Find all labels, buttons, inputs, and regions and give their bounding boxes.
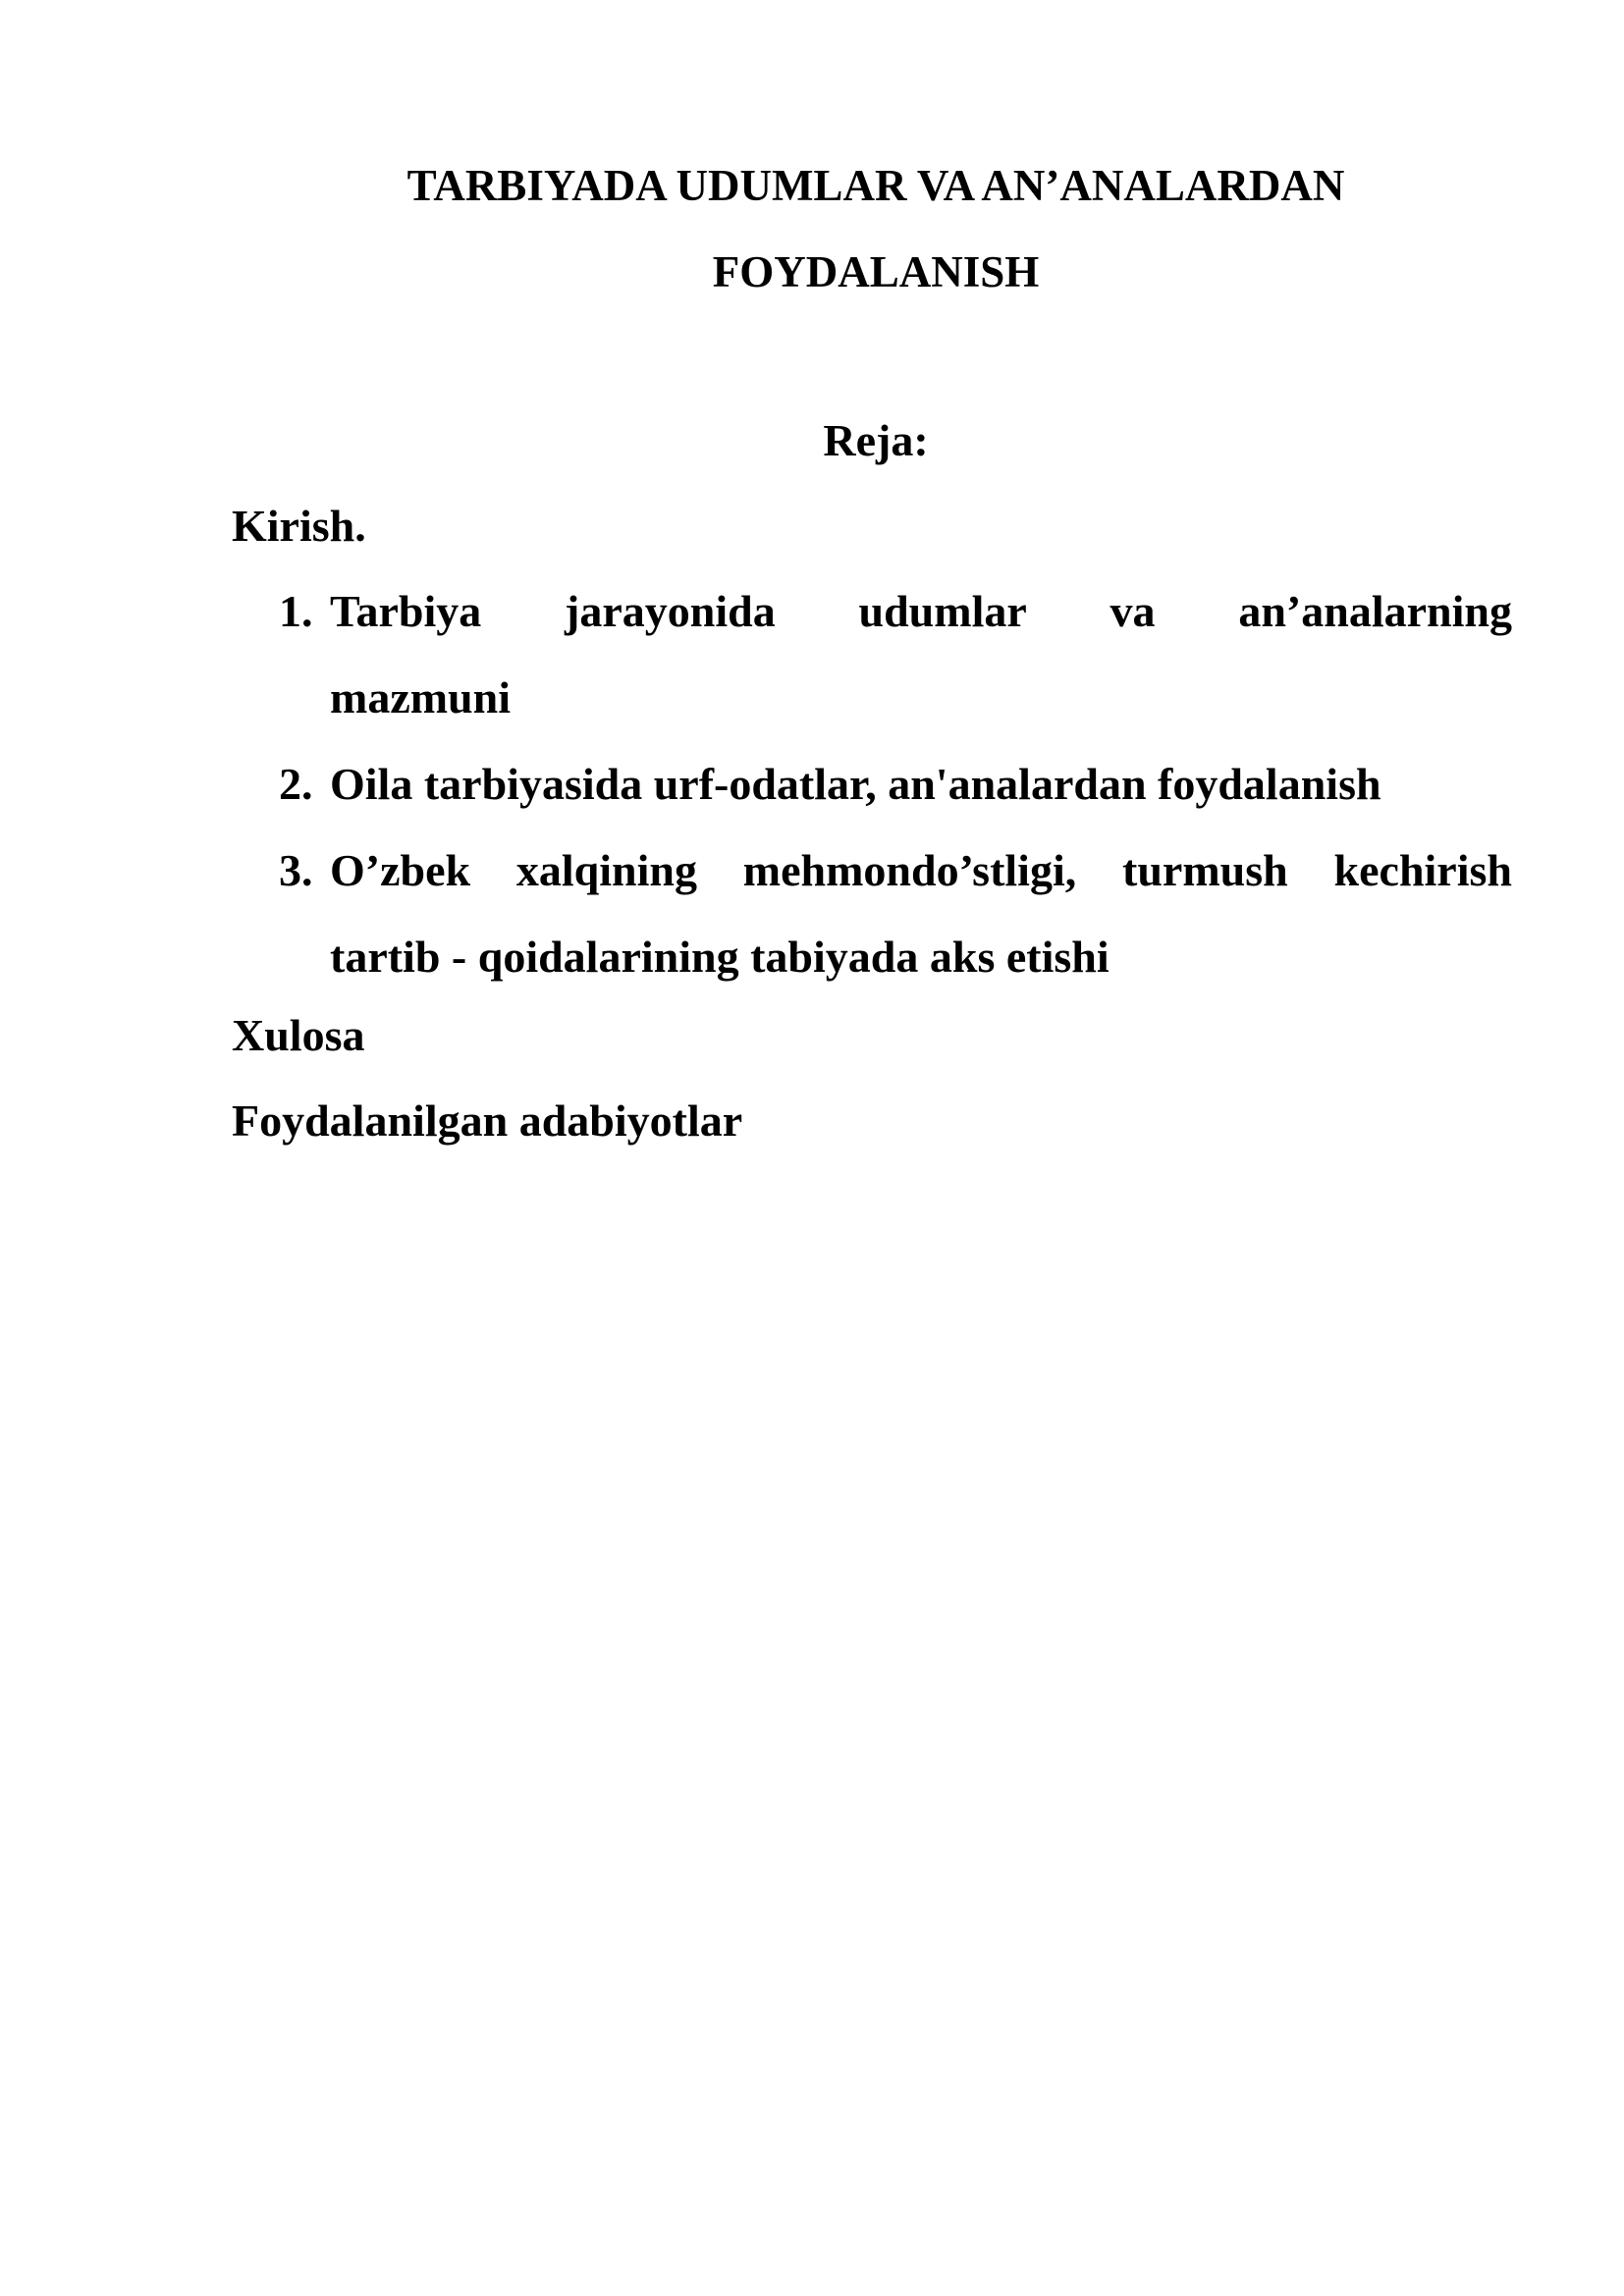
- plan-item-number: 2.: [279, 759, 313, 809]
- plan-item-1: [279, 568, 1512, 741]
- plan-item-text: [330, 828, 1512, 1000]
- plan-item-2: [279, 741, 1512, 828]
- title-line-1: TARBIYADA UDUMLAR VA AN’ANALARDAN: [406, 161, 1345, 210]
- intro-heading: Kirish.: [232, 501, 366, 551]
- plan-item-line: [330, 828, 1512, 914]
- word: an’analarning: [1238, 586, 1512, 636]
- word: va: [1110, 586, 1156, 636]
- title-line-2: FOYDALANISH: [712, 247, 1040, 296]
- word: udumlar: [858, 586, 1027, 636]
- word: Tarbiya: [330, 586, 482, 636]
- word: jarayonida: [565, 586, 776, 636]
- word: mazmuni: [330, 672, 511, 722]
- plan-item-line: [330, 568, 1512, 655]
- plan-list: [279, 568, 1512, 1000]
- plan-item-3: [279, 828, 1512, 1000]
- plan-item-line: [330, 914, 1512, 1000]
- plan-item-text: [330, 568, 1512, 741]
- plan-item-number: 3.: [279, 845, 313, 895]
- plan-item-text: Oila tarbiyasida urf-odatlar, an'analardan foydalanish: [330, 759, 1381, 809]
- plan-heading: Reja:: [823, 415, 929, 465]
- word: tartib - qoidalarining tabiyada aks etishi: [330, 932, 1110, 982]
- plan-item-line: [330, 655, 1512, 741]
- references-heading: Foydalanilgan adabiyotlar: [232, 1095, 743, 1146]
- word: xalqining: [515, 845, 697, 895]
- document-title: [232, 142, 1520, 315]
- word: O’zbek: [330, 845, 471, 895]
- conclusion-heading: Xulosa: [232, 1010, 365, 1060]
- plan-item-number: 1.: [279, 586, 313, 636]
- word: kechirish: [1333, 845, 1512, 895]
- word: mehmondo’stligi,: [742, 845, 1077, 895]
- word: turmush: [1122, 845, 1288, 895]
